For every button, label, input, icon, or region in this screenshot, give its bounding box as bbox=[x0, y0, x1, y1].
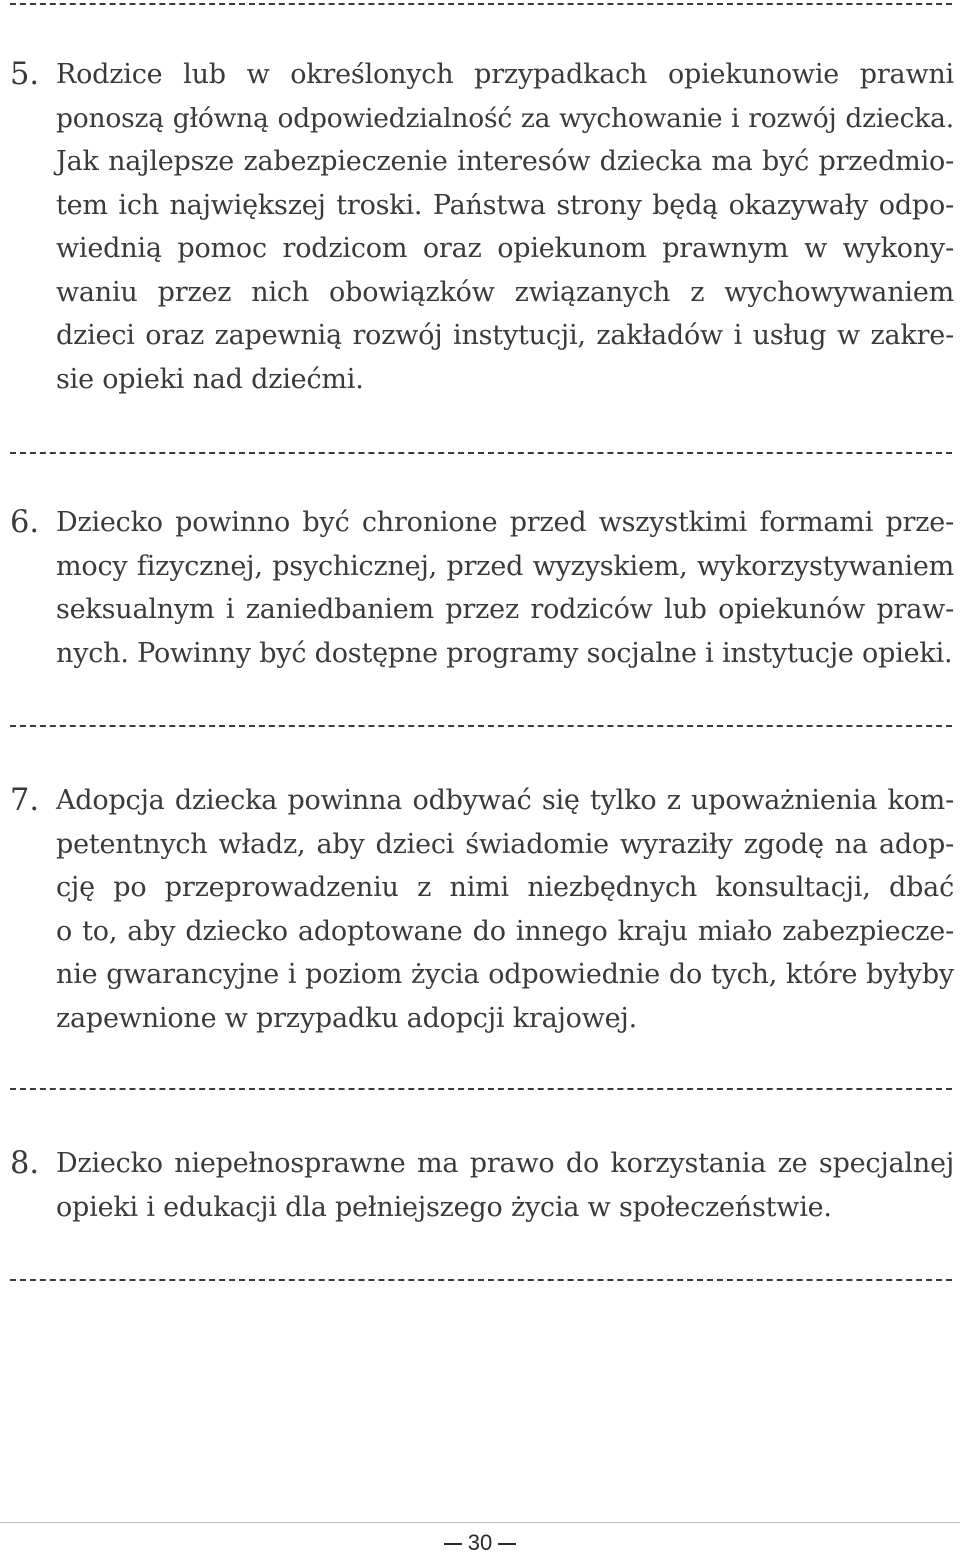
text-line: tem ich największej troski. Państwa strony będą okazywały odpo- bbox=[56, 189, 954, 221]
item-number: 8. bbox=[10, 1146, 40, 1181]
text-line: waniu przez nich obowiązków związanych z wychowywaniem bbox=[56, 276, 954, 308]
text-line: Dziecko powinno być chronione przed wszystkimi formami prze- bbox=[56, 507, 954, 538]
separator-dashed bbox=[10, 452, 952, 454]
item-text bbox=[56, 501, 954, 675]
text-line: opieki i edukacji dla pełniejszego życia w społeczeństwie. bbox=[56, 1191, 832, 1223]
separator-dashed bbox=[10, 1279, 952, 1281]
item-text bbox=[56, 53, 954, 401]
page-number-dash-right bbox=[498, 1543, 516, 1545]
text-line: nie gwarancyjne i poziom życia odpowiednie do tych, które byłyby bbox=[56, 959, 954, 990]
text-line: o to, aby dziecko adoptowane do innego kraju miało zabezpiecze- bbox=[56, 915, 954, 947]
text-line: Jak najlepsze zabezpieczenie interesów dziecka ma być przedmio- bbox=[56, 146, 954, 177]
text-line: zapewnione w przypadku adopcji krajowej. bbox=[56, 1002, 637, 1034]
text-line: wiednią pomoc rodzicom oraz opiekunom prawnym w wykony- bbox=[56, 233, 954, 264]
text-line: sie opieki nad dziećmi. bbox=[56, 363, 364, 395]
text-line: ponoszą główną odpowiedzialność za wychowanie i rozwój dziecka. bbox=[56, 102, 954, 134]
separator-dashed bbox=[10, 725, 952, 727]
item-text bbox=[56, 779, 954, 1040]
item-text bbox=[56, 1142, 954, 1229]
separator-dashed bbox=[10, 3, 952, 5]
item-number: 7. bbox=[10, 783, 40, 818]
footer-rule bbox=[0, 1522, 960, 1523]
separator-dashed bbox=[10, 1088, 952, 1090]
text-line: Adopcja dziecka powinna odbywać się tylko z upoważnienia kom- bbox=[56, 785, 954, 816]
page-number bbox=[0, 1530, 960, 1556]
text-line: mocy fizycznej, psychicznej, przed wyzyskiem, wykorzystywaniem bbox=[56, 550, 954, 582]
text-line: nych. Powinny być dostępne programy socjalne i instytucje opieki. bbox=[56, 637, 953, 669]
text-line: Rodzice lub w określonych przypadkach opiekunowie prawni bbox=[56, 59, 954, 90]
text-line: Dziecko niepełnosprawne ma prawo do korzystania ze specjalnej bbox=[56, 1148, 954, 1179]
page-number-text: 30 bbox=[467, 1530, 493, 1555]
item-number: 6. bbox=[10, 505, 40, 540]
page-number-dash-left bbox=[444, 1543, 462, 1545]
item-number: 5. bbox=[10, 57, 40, 92]
text-line: petentnych władz, aby dzieci świadomie wyraziły zgodę na adop- bbox=[56, 828, 954, 860]
text-line: cję po przeprowadzeniu z nimi niezbędnych konsultacji, dbać bbox=[56, 872, 954, 903]
text-line: dzieci oraz zapewnią rozwój instytucji, zakładów i usług w zakre- bbox=[56, 320, 954, 351]
text-line: seksualnym i zaniedbaniem przez rodziców lub opiekunów praw- bbox=[56, 594, 954, 625]
